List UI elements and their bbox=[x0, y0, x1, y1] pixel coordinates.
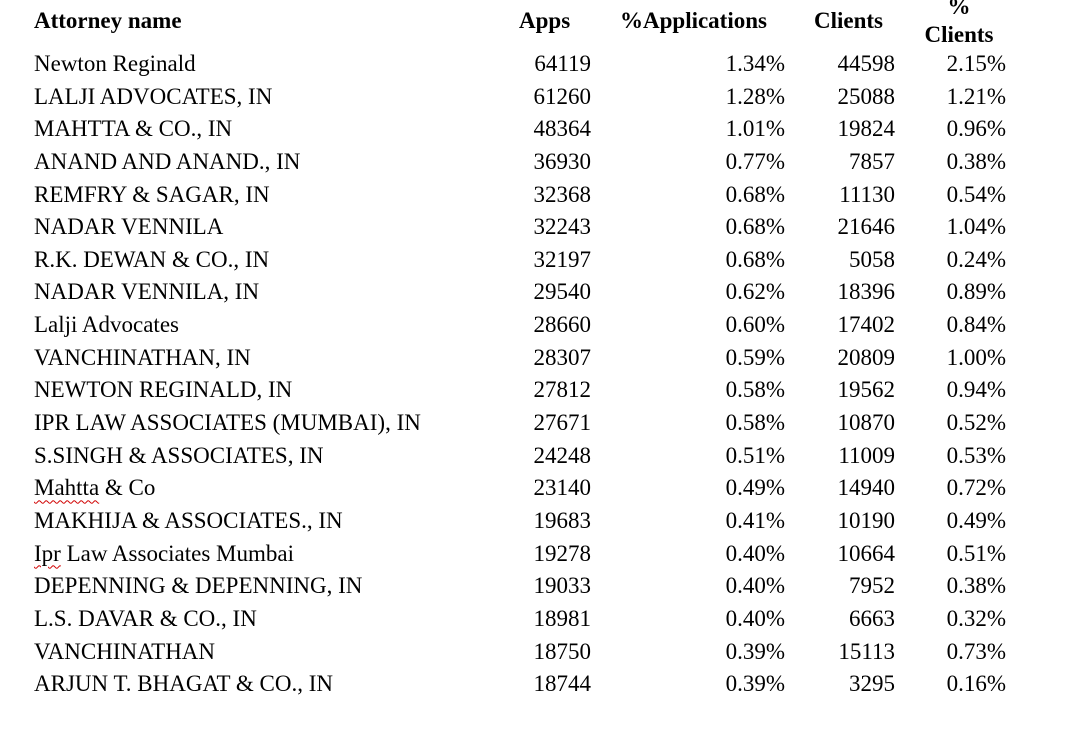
pct-applications-cell: 0.39% bbox=[725, 671, 785, 697]
pct-clients-cell: 0.51% bbox=[946, 540, 1006, 566]
attorney-name-cell: ARJUN T. BHAGAT & CO., IN bbox=[34, 671, 334, 697]
pct-clients-cell: 0.38% bbox=[946, 573, 1006, 599]
table-row bbox=[28, 668, 1028, 701]
attorney-name-cell: REMFRY & SAGAR, IN bbox=[34, 181, 270, 207]
attorney-name-cell: NADAR VENNILA, IN bbox=[34, 279, 260, 305]
table-row bbox=[28, 309, 1028, 342]
table-row bbox=[28, 211, 1028, 244]
apps-cell: 32368 bbox=[533, 181, 591, 207]
clients-cell: 17402 bbox=[837, 312, 895, 338]
pct-clients-cell: 2.15% bbox=[946, 51, 1006, 76]
clients-cell: 11130 bbox=[839, 181, 895, 207]
apps-cell: 18750 bbox=[533, 638, 591, 664]
pct-clients-cell: 0.16% bbox=[946, 671, 1006, 697]
clients-cell: 10870 bbox=[837, 410, 895, 436]
apps-cell: 27812 bbox=[533, 377, 591, 403]
apps-cell: 29540 bbox=[533, 279, 591, 305]
pct-clients-cell: 0.89% bbox=[946, 279, 1006, 305]
pct-applications-cell: 0.58% bbox=[725, 410, 785, 436]
apps-cell: 27671 bbox=[533, 410, 591, 436]
header-apps: Apps bbox=[519, 8, 571, 33]
apps-cell: 48364 bbox=[533, 116, 591, 142]
pct-clients-cell: 1.21% bbox=[946, 83, 1006, 109]
apps-cell: 18981 bbox=[533, 605, 591, 631]
header-clients: Clients bbox=[814, 8, 883, 33]
clients-cell: 7857 bbox=[849, 148, 895, 174]
apps-cell: 32243 bbox=[533, 214, 591, 240]
clients-cell: 6663 bbox=[849, 605, 895, 631]
pct-clients-cell: 0.38% bbox=[946, 148, 1006, 174]
pct-applications-cell: 0.49% bbox=[725, 475, 785, 501]
apps-cell: 24248 bbox=[533, 442, 591, 468]
attorney-name-cell: L.S. DAVAR & CO., IN bbox=[34, 605, 257, 631]
clients-cell: 15113 bbox=[838, 638, 895, 664]
header-attorney-name: Attorney name bbox=[34, 8, 182, 33]
apps-cell: 64119 bbox=[534, 51, 591, 76]
pct-applications-cell: 0.77% bbox=[725, 148, 785, 174]
attorney-name-cell: LALJI ADVOCATES, IN bbox=[34, 83, 273, 109]
clients-cell: 19562 bbox=[837, 377, 895, 403]
apps-cell: 23140 bbox=[533, 475, 591, 501]
clients-cell: 44598 bbox=[837, 51, 895, 76]
pct-clients-cell: 0.94% bbox=[946, 377, 1006, 403]
attorney-name-cell: VANCHINATHAN bbox=[34, 638, 216, 664]
clients-cell: 10664 bbox=[837, 540, 895, 566]
apps-cell: 19683 bbox=[533, 507, 591, 533]
attorney-name-cell: ANAND AND ANAND., IN bbox=[34, 148, 301, 174]
apps-cell: 36930 bbox=[533, 148, 591, 174]
pct-applications-cell: 0.68% bbox=[725, 181, 785, 207]
pct-clients-cell: 0.84% bbox=[946, 312, 1006, 338]
clients-cell: 11009 bbox=[838, 442, 895, 468]
pct-clients-cell: 0.54% bbox=[946, 181, 1006, 207]
table-body bbox=[28, 48, 1028, 701]
spellcheck-flagged-word[interactable]: Ipr bbox=[34, 540, 61, 566]
attorney-table bbox=[28, 0, 1028, 697]
header-pct-clients-label: Clients bbox=[924, 22, 994, 47]
clients-cell: 25088 bbox=[837, 83, 895, 109]
attorney-name-cell: R.K. DEWAN & CO., IN bbox=[34, 246, 270, 272]
pct-applications-cell: 0.39% bbox=[725, 638, 785, 664]
table-row bbox=[28, 505, 1028, 538]
pct-applications-cell: 0.60% bbox=[725, 312, 785, 338]
table-row bbox=[28, 113, 1028, 146]
attorney-name-cell: Mahtta & Co bbox=[34, 475, 156, 501]
table-row bbox=[28, 276, 1028, 309]
attorney-name-cell: NADAR VENNILA bbox=[34, 214, 224, 240]
pct-applications-cell: 0.68% bbox=[725, 246, 785, 272]
clients-cell: 7952 bbox=[849, 573, 895, 599]
apps-cell: 19033 bbox=[533, 573, 591, 599]
pct-applications-cell: 0.58% bbox=[725, 377, 785, 403]
pct-clients-cell: 1.04% bbox=[946, 214, 1006, 240]
clients-cell: 10190 bbox=[837, 507, 895, 533]
clients-cell: 18396 bbox=[837, 279, 895, 305]
table-row bbox=[28, 538, 1028, 571]
header-pct-clients-symbol: % bbox=[947, 0, 971, 19]
spellcheck-flagged-word[interactable]: Mahtta bbox=[34, 475, 100, 501]
pct-clients-cell: 0.96% bbox=[946, 116, 1006, 142]
pct-applications-cell: 0.40% bbox=[725, 605, 785, 631]
pct-clients-cell: 0.32% bbox=[946, 605, 1006, 631]
table-row bbox=[28, 244, 1028, 277]
table-row bbox=[28, 81, 1028, 114]
pct-applications-cell: 0.68% bbox=[725, 214, 785, 240]
pct-applications-cell: 0.41% bbox=[725, 507, 785, 533]
table-row bbox=[28, 146, 1028, 179]
table-row bbox=[28, 440, 1028, 473]
attorney-name-cell: DEPENNING & DEPENNING, IN bbox=[34, 573, 363, 599]
apps-cell: 18744 bbox=[533, 671, 591, 697]
attorney-name-cell: VANCHINATHAN, IN bbox=[34, 344, 251, 370]
attorney-name-cell: MAHTTA & CO., IN bbox=[34, 116, 233, 142]
clients-cell: 14940 bbox=[837, 475, 895, 501]
attorney-name-cell: S.SINGH & ASSOCIATES, IN bbox=[34, 442, 324, 468]
table-row bbox=[28, 472, 1028, 505]
apps-cell: 32197 bbox=[533, 246, 591, 272]
pct-clients-cell: 1.00% bbox=[946, 344, 1006, 370]
apps-cell: 61260 bbox=[533, 83, 591, 109]
table-row bbox=[28, 636, 1028, 669]
header-pct-applications: %Applications bbox=[620, 8, 767, 33]
pct-clients-cell: 0.49% bbox=[946, 507, 1006, 533]
clients-cell: 5058 bbox=[849, 246, 895, 272]
pct-applications-cell: 1.28% bbox=[725, 83, 785, 109]
pct-applications-cell: 0.62% bbox=[725, 279, 785, 305]
apps-cell: 28660 bbox=[533, 312, 591, 338]
pct-applications-cell: 0.59% bbox=[725, 344, 785, 370]
pct-clients-cell: 0.72% bbox=[946, 475, 1006, 501]
apps-cell: 19278 bbox=[533, 540, 591, 566]
pct-applications-cell: 1.01% bbox=[725, 116, 785, 142]
table-row bbox=[28, 570, 1028, 603]
pct-clients-cell: 0.52% bbox=[946, 410, 1006, 436]
table-row bbox=[28, 342, 1028, 375]
apps-cell: 28307 bbox=[533, 344, 591, 370]
attorney-name-cell: IPR LAW ASSOCIATES (MUMBAI), IN bbox=[34, 410, 421, 436]
pct-clients-cell: 0.53% bbox=[946, 442, 1006, 468]
clients-cell: 19824 bbox=[837, 116, 895, 142]
table-row bbox=[28, 48, 1028, 81]
pct-applications-cell: 0.51% bbox=[725, 442, 785, 468]
table-row bbox=[28, 179, 1028, 212]
clients-cell: 21646 bbox=[837, 214, 895, 240]
attorney-name-cell: NEWTON REGINALD, IN bbox=[34, 377, 293, 403]
attorney-name-cell: MAKHIJA & ASSOCIATES., IN bbox=[34, 507, 343, 533]
clients-cell: 20809 bbox=[837, 344, 895, 370]
table-row bbox=[28, 374, 1028, 407]
attorney-name-cell: Lalji Advocates bbox=[34, 312, 179, 338]
pct-applications-cell: 0.40% bbox=[725, 540, 785, 566]
table-row bbox=[28, 407, 1028, 440]
clients-cell: 3295 bbox=[849, 671, 895, 697]
table-header-row bbox=[28, 0, 1028, 50]
attorney-name-cell: Newton Reginald bbox=[34, 51, 196, 76]
pct-clients-cell: 0.73% bbox=[946, 638, 1006, 664]
table-row bbox=[28, 603, 1028, 636]
pct-clients-cell: 0.24% bbox=[946, 246, 1006, 272]
header-pct-clients bbox=[921, 0, 997, 49]
attorney-name-cell: Ipr Law Associates Mumbai bbox=[34, 540, 294, 566]
pct-applications-cell: 0.40% bbox=[725, 573, 785, 599]
pct-applications-cell: 1.34% bbox=[725, 51, 785, 76]
